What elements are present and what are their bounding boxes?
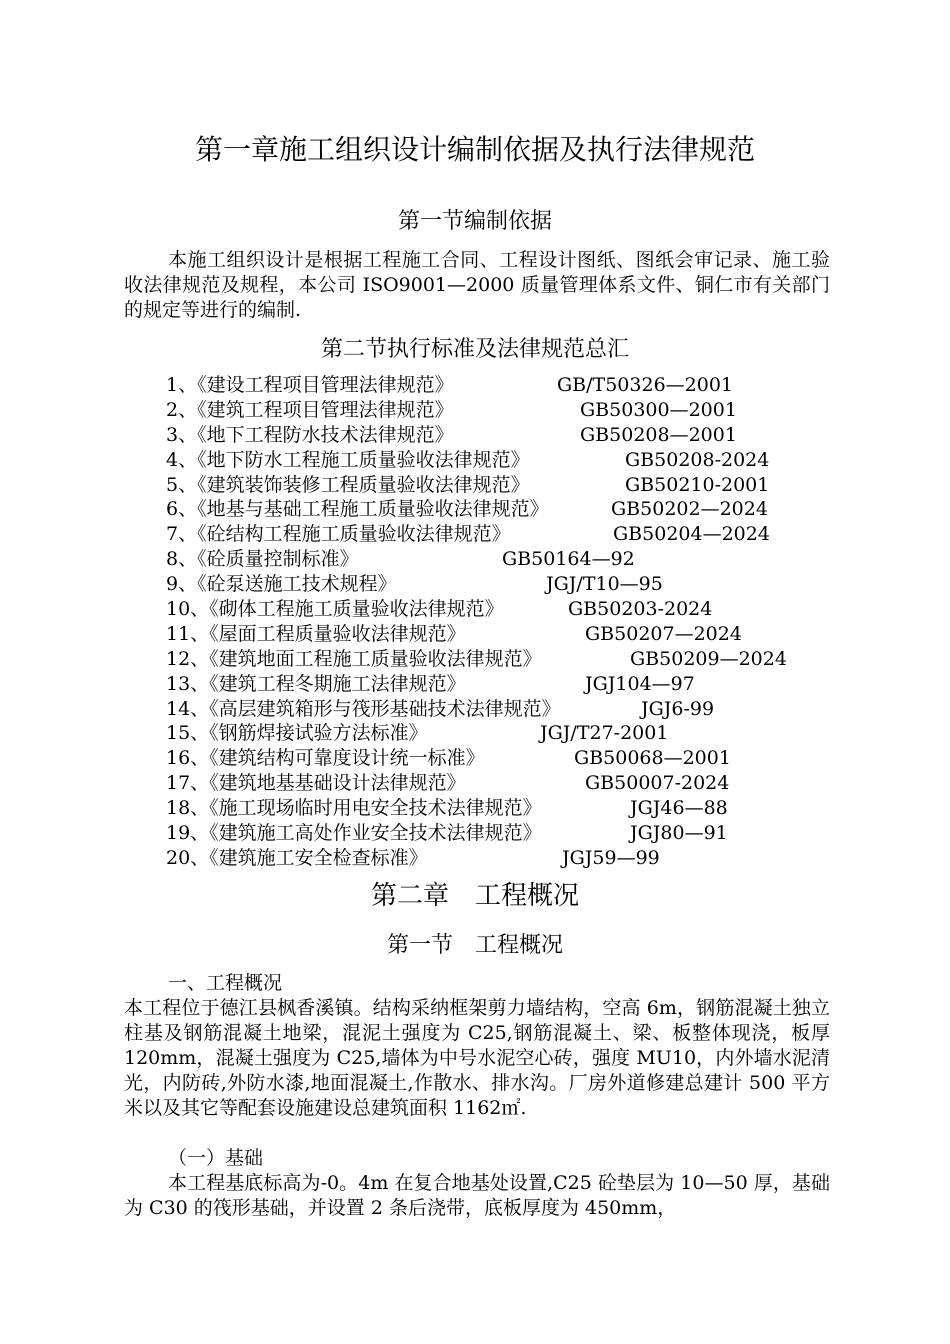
standard-code: GB50068—2001 [574,747,731,770]
foundation-subheading: （一）基础 [168,1147,264,1169]
standard-code: GB50202—2024 [611,498,768,521]
standard-item [166,846,866,871]
standard-title: 8、《砼质量控制标准》 [166,548,359,571]
standard-title: 20、《建筑施工安全检查标准》 [166,846,428,869]
standard-title: 17、《建筑地基基础设计法律规范》 [166,772,466,795]
standard-code: JGJ59—99 [562,846,660,869]
section2-title: 第二节执行标准及法律规范总汇 [320,337,629,362]
standard-item [166,597,866,622]
standard-code: GB50203-2024 [568,598,713,621]
standard-code: JGJ80—91 [630,822,728,845]
standard-item [166,771,866,796]
standard-item [166,547,866,572]
standard-item [166,721,866,746]
standard-code: GB50164—92 [502,548,635,571]
chapter1-title: 第一章施工组织设计编制依据及执行法律规范 [194,133,755,166]
standard-item [166,672,866,697]
standard-code: GB50007-2024 [585,772,730,795]
standard-code: GB50208-2024 [625,448,770,471]
overview-subheading: 一、工程概况 [168,972,283,994]
chapter2-section1-title: 第一节 工程概况 [386,933,563,958]
standard-code: GB50209—2024 [630,647,787,670]
standard-item [166,398,866,423]
standard-title: 18、《施工现场临时用电安全技术法律规范》 [166,797,542,820]
standard-item [166,647,866,672]
standard-title: 6、《地基与基础工程施工质量验收法律规范》 [166,498,549,521]
standard-title: 19、《建筑施工高处作业安全技术法律规范》 [166,822,542,845]
standard-item [166,622,866,647]
standard-item [166,497,866,522]
standard-item [166,448,866,473]
standard-title: 12、《建筑地面工程施工质量验收法律规范》 [166,647,542,670]
standard-item [166,796,866,821]
chapter2-title: 第二章 工程概况 [370,881,579,911]
standard-item [166,423,866,448]
standard-title: 5、《建筑装饰装修工程质量验收法律规范》 [166,473,530,496]
standard-title: 4、《地下防水工程施工质量验收法律规范》 [166,448,530,471]
standard-item [166,572,866,597]
standard-title: 2、《建筑工程项目管理法律规范》 [166,398,454,421]
standard-code: JGJ104—97 [585,672,695,695]
standard-title: 7、《砼结构工程施工质量验收法律规范》 [166,523,511,546]
standard-code: GB50210-2001 [625,473,770,496]
standard-title: 1、《建设工程项目管理法律规范》 [166,374,454,396]
standard-title: 16、《建筑结构可靠度设计统一标准》 [166,747,485,770]
standards-list [166,373,866,871]
standard-code: JGJ/T10—95 [546,573,663,596]
standard-title: 9、《砼泵送施工技术规程》 [166,573,397,596]
standard-title: 3、《地下工程防水技术法律规范》 [166,423,454,446]
standard-item [166,697,866,722]
standard-code: GB/T50326—2001 [557,374,734,396]
standard-item [166,821,866,846]
standard-item [166,473,866,498]
standard-title: 11、《屋面工程质量验收法律规范》 [166,622,466,645]
standard-title: 14、《高层建筑箱形与筏形基础技术法律规范》 [166,697,561,720]
standard-item [166,746,866,771]
standard-title: 15、《钢筋焊接试验方法标准》 [166,722,428,745]
standard-item [166,373,866,398]
standard-code: GB50300—2001 [580,398,737,421]
standard-title: 13、《建筑工程冬期施工法律规范》 [166,672,466,695]
standard-code: JGJ46—88 [630,797,728,820]
overview-paragraph: 本工程位于德江县枫香溪镇。结构采纳框架剪力墙结构，空高 6m，钢筋混凝土独立柱基及钢筋混凝土地梁，混泥土强度为 C25,钢筋混凝土、梁、板整体现浇，板厚 120mm，混凝土强度为 C25,墙体为中号水泥空心砖，强度 MU10，内外墙水泥清光，内防砖,外防水漆,地面混凝土,作散水、排水沟。厂房外道修建总建计 500 平方米以及其它等配套设施建设总建筑面积 1162㎡. [124,997,830,1119]
section1-title: 第一节编制依据 [397,209,552,234]
compilation-basis-paragraph: 本施工组织设计是根据工程施工合同、工程设计图纸、图纸会审记录、施工验收法律规范及规程，本公司 ISO9001—2000 质量管理体系文件、铜仁市有关部门的规定等进行的编制. [124,249,830,321]
standard-code: GB50207—2024 [585,622,742,645]
standard-code: GB50204—2024 [613,523,770,546]
standard-code: JGJ/T27-2001 [540,722,669,745]
standard-code: GB50208—2001 [580,423,737,446]
standard-item [166,522,866,547]
standard-code: JGJ6-99 [641,697,715,720]
standard-title: 10、《砌体工程施工质量验收法律规范》 [166,598,504,621]
foundation-paragraph: 本工程基底标高为-0。4m 在复合地基处设置,C25 砼垫层为 10—50 厚，基础为 C30 的筏形基础，并设置 2 条后浇带，底板厚度为 450mm， [124,1172,830,1219]
